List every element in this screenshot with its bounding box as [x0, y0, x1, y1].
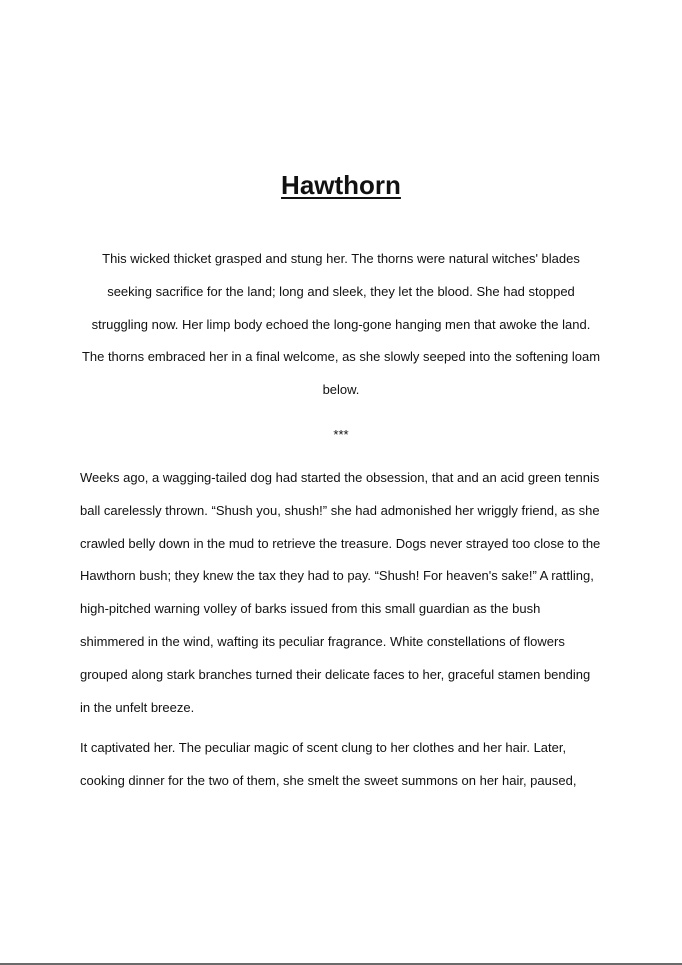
- intro-paragraph: This wicked thicket grasped and stung her. The thorns were natural witches' blades seeking sacrifice for the land; long and sleek, they let the blood. She had stopped struggling now. Her limp body echoed the long-gone hanging men that awoke the land. The thorns embraced her in a final welcome, as she slowly seeped into the softening loam below.: [81, 251, 601, 398]
- section-separator: ***: [333, 427, 349, 442]
- body-paragraph: It captivated her. The peculiar magic of scent clung to her clothes and her hair. Later, cooking dinner for the two of them, she smelt the sweet summons on her hair, paused,: [80, 740, 577, 788]
- body-paragraph: Weeks ago, a wagging-tailed dog had started the obsession, that and an acid green tennis ball carelessly thrown. “Shush you, shush!” she had admonished her wriggly friend, as she crawled belly down in the mud to retrieve the treasure. Dogs never strayed too close to the Hawthorn bush; they knew the tax they had to pay. “Shush! For heaven's sake!” A rattling, high-pitched warning volley of barks issued from this small guardian as the bush shimmered in the wind, wafting its peculiar fragrance. White constellations of flowers grouped along stark branches turned their delicate faces to her, graceful stamen bending in the unfelt breeze.: [80, 470, 601, 715]
- document-title: Hawthorn: [281, 170, 401, 200]
